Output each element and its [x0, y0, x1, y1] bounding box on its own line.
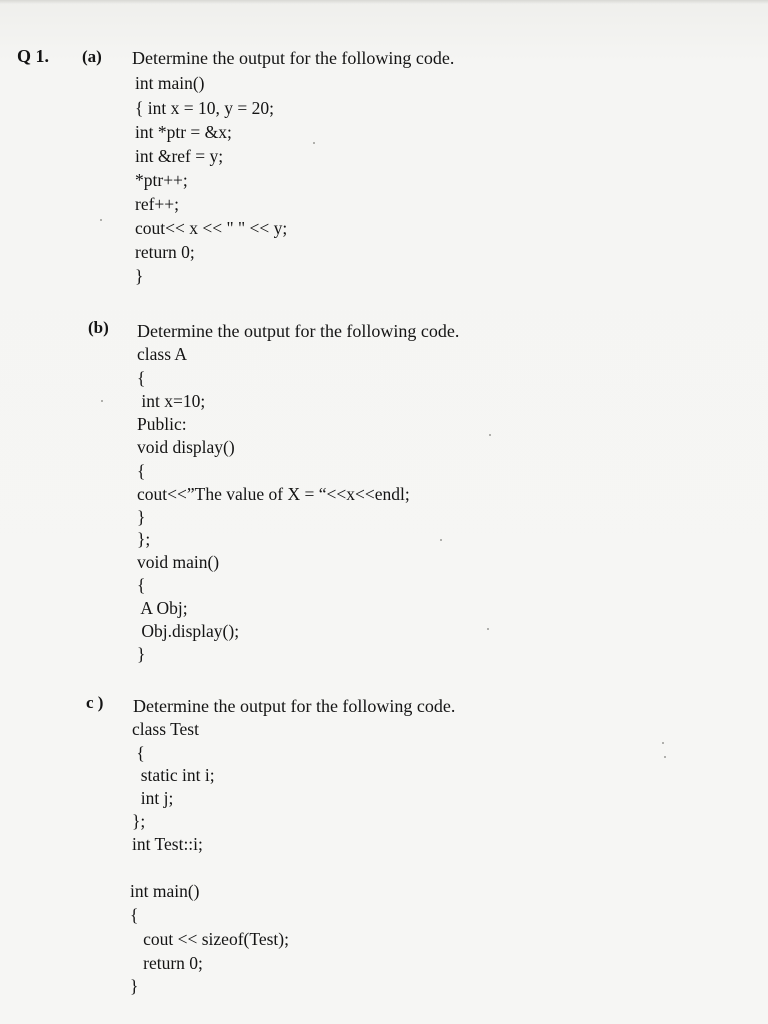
- part-b-code-line: void display(): [137, 437, 235, 457]
- scan-speck: [664, 756, 666, 758]
- part-c-code-line: {: [132, 743, 145, 763]
- scan-speck: [100, 219, 102, 221]
- part-b-code-line: {: [137, 461, 146, 481]
- part-c-code-line: int Test::i;: [132, 834, 203, 854]
- part-a-code-line: }: [135, 266, 144, 286]
- part-a-code-line: cout<< x << " " << y;: [135, 218, 288, 238]
- part-c-code-line: return 0;: [130, 953, 203, 973]
- part-b-code-line: int x=10;: [137, 391, 206, 411]
- part-b-label: (b): [88, 318, 109, 337]
- part-c-label: c ): [86, 693, 104, 712]
- scan-speck: [440, 539, 442, 541]
- page-top-edge: [0, 0, 768, 4]
- part-c-code-line: };: [132, 811, 146, 831]
- part-c-code-line: int main(): [130, 881, 200, 901]
- part-a-code-line: return 0;: [135, 242, 195, 262]
- part-a-code-line: { int x = 10, y = 20;: [135, 98, 274, 118]
- part-b-code-line: cout<<”The value of X = “<<x<<endl;: [137, 484, 410, 504]
- part-a-code-line: *ptr++;: [135, 170, 188, 190]
- part-b-code-line: void main(): [137, 552, 220, 572]
- part-b-code-line: class A: [137, 344, 188, 364]
- part-b-code-line: };: [137, 529, 151, 549]
- part-b-code-line: Public:: [137, 414, 187, 434]
- part-b-code-line: }: [137, 507, 146, 527]
- scan-speck: [101, 400, 103, 402]
- part-c-code-line: cout << sizeof(Test);: [130, 929, 289, 949]
- part-b-code-line: }: [137, 644, 146, 664]
- part-c-code-line: class Test: [132, 719, 199, 739]
- part-b-code-line: A Obj;: [137, 598, 188, 618]
- part-a-label: (a): [82, 47, 102, 66]
- scan-speck: [489, 434, 491, 436]
- part-a-code-line: ref++;: [135, 194, 180, 214]
- scan-speck: [662, 742, 664, 744]
- part-c-heading: Determine the output for the following code.: [133, 696, 456, 716]
- part-b-code-line: Obj.display();: [137, 621, 240, 641]
- scan-speck: [487, 628, 489, 630]
- question-number: Q 1.: [17, 46, 50, 66]
- part-a-heading: Determine the output for the following code.: [132, 48, 455, 68]
- part-a-code-line: int *ptr = &x;: [135, 122, 232, 142]
- part-b-code-line: {: [137, 575, 146, 595]
- part-b-code-line: {: [137, 368, 146, 388]
- part-c-code-line: static int i;: [132, 765, 215, 785]
- part-a-code-line: int &ref = y;: [135, 146, 224, 166]
- scan-speck: [313, 142, 315, 144]
- part-c-code-line: }: [130, 976, 139, 996]
- part-a-code-line: int main(): [135, 73, 205, 93]
- part-c-code-line: {: [130, 905, 139, 925]
- part-c-code-line: int j;: [132, 788, 174, 808]
- part-b-heading: Determine the output for the following code.: [137, 321, 460, 341]
